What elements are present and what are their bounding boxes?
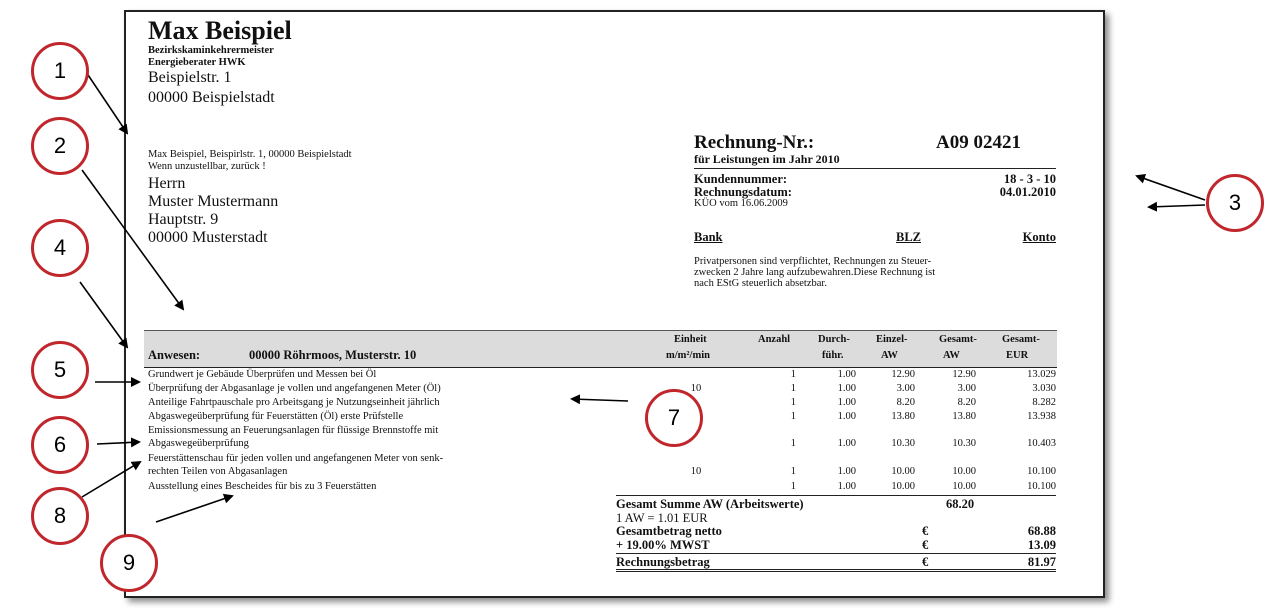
property-label: Anwesen: <box>148 348 201 362</box>
item-durch: 1.00 <box>837 383 856 394</box>
callout-3: 3 <box>1206 174 1264 232</box>
item-einzel: 10.00 <box>891 466 915 477</box>
company-title-2: Energieberater HWK <box>148 57 246 68</box>
invoice-date: 04.01.2010 <box>999 185 1056 199</box>
company-name: Max Beispiel <box>148 16 292 45</box>
return-note: Wenn unzustellbar, zurück ! <box>148 161 266 172</box>
item-description: Ausstellung eines Bescheides für bis zu 3 Feuerstätten <box>148 481 377 492</box>
item-geseur: 8.282 <box>1032 397 1056 408</box>
item-geseur: 3.030 <box>1032 383 1056 394</box>
item-durch: 1.00 <box>837 411 856 422</box>
item-description: Grundwert je Gebäude Überprüfen und Messen bei Öl <box>148 369 377 380</box>
company-city: 00000 Beispielstadt <box>148 89 275 106</box>
customer-number-label: Kundennummer: <box>694 172 788 186</box>
callout-1: 1 <box>31 42 89 100</box>
company-title-1: Bezirkskaminkehrermeister <box>148 45 274 56</box>
item-einzel: 8.20 <box>896 397 915 408</box>
col-anzahl: Anzahl <box>758 334 791 345</box>
company-street: Beispielstr. 1 <box>148 69 232 86</box>
col-gesaw-2: AW <box>943 350 960 361</box>
callout-7: 7 <box>645 389 703 447</box>
recipient-city: 00000 Musterstadt <box>148 229 268 246</box>
callout-4: 4 <box>31 219 89 277</box>
arrow-4 <box>80 282 127 347</box>
netto-label: Gesamtbetrag netto <box>616 524 722 538</box>
blz-label: BLZ <box>896 230 922 244</box>
invoice-period: für Leistungen im Jahr 2010 <box>694 152 840 166</box>
col-gesaw: Gesamt- <box>939 334 977 345</box>
item-anzahl: 1 <box>790 369 796 380</box>
invoice-number: A09 02421 <box>936 132 1021 153</box>
callout-2: 2 <box>31 117 89 175</box>
recipient-name: Muster Mustermann <box>148 193 279 210</box>
item-gesaw: 3.00 <box>957 383 976 394</box>
item-description: Überprüfung der Abgasanlage je vollen und angefangenen Meter (Öl) <box>148 383 441 394</box>
col-einheit-unit: m/m²/min <box>666 350 710 361</box>
item-gesaw: 10.00 <box>952 466 976 477</box>
item-durch: 1.00 <box>837 466 856 477</box>
invoice-date-label: Rechnungsdatum: <box>694 185 792 199</box>
item-gesaw: 8.20 <box>957 397 976 408</box>
invoice-number-label: Rechnung-Nr.: <box>694 132 815 153</box>
property-address: 00000 Röhrmoos, Musterstr. 10 <box>249 348 417 362</box>
item-durch: 1.00 <box>837 369 856 380</box>
col-einzel: Einzel- <box>876 334 908 345</box>
item-einzel: 3.00 <box>896 383 915 394</box>
col-durch: Durch- <box>818 334 850 345</box>
item-description: Feuerstättenschau für jeden vollen und angefangenen Meter von senk- <box>148 453 444 464</box>
sum-aw-label: Gesamt Summe AW (Arbeitswerte) <box>616 497 804 511</box>
callout-5: 5 <box>31 341 89 399</box>
item-gesaw: 12.90 <box>952 369 976 380</box>
item-einheit: 10 <box>690 383 702 394</box>
item-anzahl: 1 <box>790 466 796 477</box>
item-anzahl: 1 <box>790 383 796 394</box>
col-einzel-2: AW <box>881 350 898 361</box>
netto-currency: € <box>922 524 929 538</box>
sender-line: Max Beispiel, Beispirlstr. 1, 00000 Beispielstadt <box>148 149 352 160</box>
total-value: 81.97 <box>1027 555 1056 569</box>
callout-9: 9 <box>100 534 158 592</box>
arrow-3b <box>1149 205 1205 207</box>
arrow-3a <box>1137 176 1205 200</box>
item-durch: 1.00 <box>837 481 856 492</box>
item-description: Emissionsmessung an Feuerungsanlagen für flüssige Brennstoffe mit <box>148 425 439 436</box>
item-gesaw: 10.30 <box>952 438 976 449</box>
item-description: Abgaswegeüberprüfung für Feuerstätten (Öl) erste Prüfstelle <box>148 411 404 422</box>
item-durch: 1.00 <box>837 397 856 408</box>
item-description-continued: rechten Teilen von Abgasanlagen <box>148 466 288 477</box>
item-durch: 1.00 <box>837 438 856 449</box>
item-geseur: 10.100 <box>1027 481 1056 492</box>
item-einzel: 10.00 <box>891 481 915 492</box>
item-geseur: 10.403 <box>1027 438 1056 449</box>
bank-label: Bank <box>694 230 723 244</box>
item-anzahl: 1 <box>790 411 796 422</box>
col-geseur: Gesamt- <box>1002 334 1040 345</box>
col-einheit: Einheit <box>674 334 707 345</box>
callout-8: 8 <box>31 487 89 545</box>
customer-number: 18 - 3 - 10 <box>1003 172 1056 186</box>
col-geseur-2: EUR <box>1006 350 1029 361</box>
mwst-currency: € <box>922 538 929 552</box>
recipient-salutation: Herrn <box>148 175 186 192</box>
item-description: Anteilige Fahrtpauschale pro Arbeitsgang je Nutzungseinheit jährlich <box>148 397 440 408</box>
invoice-document <box>124 10 1105 598</box>
item-einzel: 12.90 <box>891 369 915 380</box>
col-durch-2: führ. <box>822 350 844 361</box>
tax-notice: Privatpersonen sind verpflichtet, Rechnungen zu Steuer- zwecken 2 Jahre lang aufzubewahren.Diese Rechnung ist nach EStG steuerlich absetzbar. <box>694 256 936 289</box>
netto-value: 68.88 <box>1027 524 1056 538</box>
kuo-note: KÜO vom 16.06.2009 <box>694 198 788 209</box>
konto-label: Konto <box>1022 230 1056 244</box>
item-description-continued: Abgaswegeüberprüfung <box>148 438 249 449</box>
sum-aw-value: 68.20 <box>946 497 975 511</box>
item-anzahl: 1 <box>790 438 796 449</box>
item-geseur: 10.100 <box>1027 466 1056 477</box>
aw-rate: 1 AW = 1.01 EUR <box>616 511 708 525</box>
item-anzahl: 1 <box>790 397 796 408</box>
item-geseur: 13.938 <box>1027 411 1056 422</box>
item-einzel: 13.80 <box>891 411 915 422</box>
mwst-value: 13.09 <box>1027 538 1056 552</box>
item-einzel: 10.30 <box>891 438 915 449</box>
total-currency: € <box>922 555 929 569</box>
item-geseur: 13.029 <box>1027 369 1056 380</box>
mwst-label: + 19.00% MWST <box>616 538 710 552</box>
item-einheit: 10 <box>690 466 702 477</box>
callout-6: 6 <box>31 416 89 474</box>
item-gesaw: 10.00 <box>952 481 976 492</box>
recipient-street: Hauptstr. 9 <box>148 211 219 228</box>
total-label: Rechnungsbetrag <box>616 555 710 569</box>
item-anzahl: 1 <box>790 481 796 492</box>
item-gesaw: 13.80 <box>952 411 976 422</box>
